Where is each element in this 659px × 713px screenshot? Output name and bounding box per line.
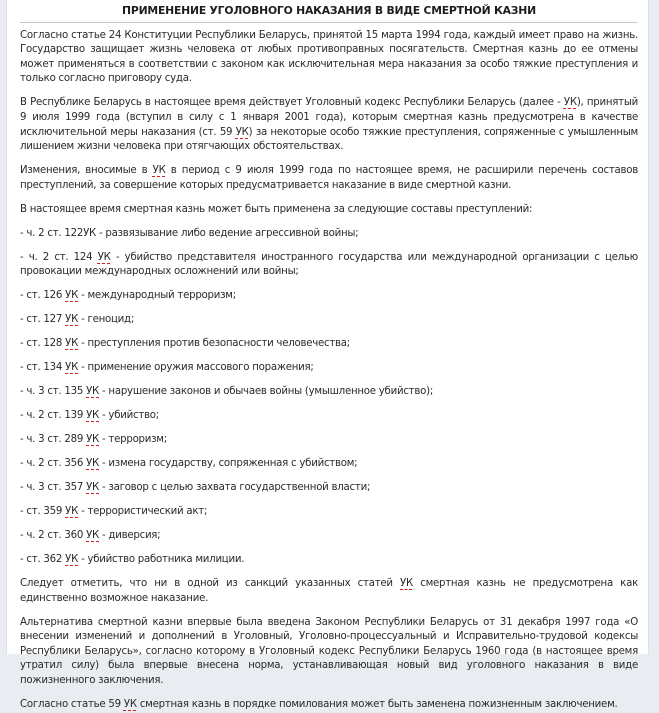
crime-description: - измена государству, сопряженная с убийством; — [99, 458, 358, 470]
abbr-uk: УК — [235, 126, 249, 138]
crime-description: - убийство; — [99, 410, 159, 422]
crime-article-ref: - ст. 134 — [20, 362, 66, 374]
crime-article-ref: - ч. 3 ст. 135 — [20, 386, 87, 398]
abbr-uk: УК — [65, 314, 79, 326]
crime-article-ref: - ч. 3 ст. 357 — [20, 482, 87, 494]
paragraph-changes — [20, 164, 638, 193]
paragraph-text: В настоящее время смертная казнь может быть применена за следующие составы преступлений: — [20, 203, 533, 215]
abbr-uk: УК — [65, 554, 79, 566]
document-page — [6, 0, 649, 710]
crime-description: - заговор с целью захвата государственной власти; — [99, 482, 371, 494]
crime-description: - диверсия; — [99, 530, 161, 542]
crime-description: - нарушение законов и обычаев войны (умышленное убийство); — [99, 386, 434, 398]
paragraph-text: ) за некоторые особо тяжкие преступления, сопряженные с умышленным лишением жизни человека при отягчающих обстоятельствах. — [20, 126, 638, 153]
crime-article-ref: - ст. 128 — [20, 338, 66, 350]
crime-article-ref: - ч. 2 ст. 139 — [20, 410, 87, 422]
crime-list-item — [20, 313, 638, 328]
crime-article-ref: - ч. 3 ст. 289 — [20, 434, 87, 446]
paragraph-text: Следует отметить, что ни в одной из санкций указанных статей — [20, 578, 401, 590]
abbr-uk: УК — [65, 506, 79, 518]
crime-description: - международный терроризм; — [78, 290, 236, 302]
paragraph-criminal-code — [20, 96, 638, 154]
crime-list-item — [20, 433, 638, 448]
crime-description: - геноцид; — [78, 314, 135, 326]
crime-description: - терроризм; — [99, 434, 167, 446]
crime-article-ref: - ч. 2 ст. 124 — [20, 251, 98, 263]
abbr-uk: УК — [400, 578, 413, 590]
abbr-uk: УК — [86, 530, 100, 542]
crime-article-ref: - ст. 362 — [20, 554, 66, 566]
paragraph-text: смертная казнь не предусмотрена как единственно возможное наказание. — [20, 578, 638, 604]
crime-description: - применение оружия массового поражения; — [78, 362, 314, 374]
paragraph-pardon — [20, 698, 638, 713]
abbr-uk: УК — [563, 97, 577, 109]
paragraph-text: В Республике Беларусь в настоящее время действует Уголовный кодекс Республики Беларусь (далее - — [20, 97, 564, 109]
paragraph-text: Согласно статье 24 Конституции Республики Беларусь, принятой 15 марта 1994 года, каждый имеет право на жизнь. Государство защищает жизнь человека от любых противоправных посягательств. Смертная казнь до ее отмены может применяться в соответствии с законом как исключительная мера наказания за особо тяжкие преступления и только согласно приговору суда. — [20, 29, 638, 85]
crime-list-item — [20, 457, 638, 472]
crime-list-item — [20, 337, 638, 352]
page-title: ПРИМЕНЕНИЕ УГОЛОВНОГО НАКАЗАНИЯ В ВИДЕ СМЕРТНОЙ КАЗНИ — [20, 4, 638, 23]
abbr-uk: УК — [65, 290, 79, 302]
paragraph-constitution — [20, 29, 638, 87]
abbr-uk: УК — [123, 699, 137, 710]
crime-list-item — [20, 409, 638, 424]
crime-description: - преступления против безопасности человечества; — [78, 338, 350, 350]
crime-list-item — [20, 505, 638, 520]
paragraph-text: Изменения, вносимые в — [20, 165, 153, 177]
abbr-uk: УК — [86, 410, 100, 422]
crime-list-item — [20, 227, 638, 242]
crimes-list — [20, 227, 638, 568]
abbr-uk: УК — [86, 386, 100, 398]
paragraph-list-intro — [20, 203, 638, 218]
paragraph-text: Альтернатива смертной казни впервые была введена Законом Республики Беларусь от 31 декабря 1997 года «О внесении изменений и дополнений в Уголовный, Уголовно-процессуальный и Исправительно-трудовой кодексы Республики Беларусь», согласно которому в Уголовный кодекс Республики Беларусь 1960 года (в настоящее время утратил силу) была впервые внесена норма, устанавливающая новый вид уголовного наказания в виде пожизненного заключения. — [20, 616, 638, 687]
crime-list-item — [20, 361, 638, 376]
crime-list-item — [20, 553, 638, 568]
crime-list-item — [20, 481, 638, 496]
crime-article-ref: - ч. 2 ст. 360 — [20, 530, 87, 542]
document-content — [7, 0, 648, 713]
paragraph-text: в период с 9 июля 1999 года по настоящее время, не расширили перечень составов преступлений, за совершение которых предусматривается наказание в виде смертной казни. — [20, 165, 638, 191]
paragraph-text: смертная казнь в порядке помилования может быть заменена пожизненным заключением. — [136, 699, 618, 710]
crime-list-item — [20, 289, 638, 304]
crime-description: - убийство работника милиции. — [78, 554, 245, 566]
crime-list-item — [20, 529, 638, 544]
crime-list-item — [20, 251, 638, 280]
abbr-uk: УК — [97, 251, 111, 263]
abbr-uk: УК — [86, 434, 100, 446]
crime-article-ref: - ч. 2 ст. 122УК — [20, 227, 97, 239]
crime-article-ref: - ст. 359 — [20, 506, 66, 518]
crime-description: - развязывание либо ведение агрессивной войны; — [96, 227, 359, 239]
abbr-uk: УК — [65, 362, 79, 374]
crime-list-item — [20, 385, 638, 400]
crime-description: - террористический акт; — [78, 506, 208, 518]
paragraph-text: Согласно статье 59 — [20, 699, 124, 710]
crime-description: - убийство представителя иностранного государства или международной организации с целью провокации международных осложнений или войны; — [20, 251, 638, 278]
crime-article-ref: - ст. 126 — [20, 290, 66, 302]
abbr-uk: УК — [65, 338, 79, 350]
abbr-uk: УК — [86, 482, 100, 494]
abbr-uk: УК — [152, 165, 166, 177]
abbr-uk: УК — [86, 458, 100, 470]
paragraph-text: ), принятый 9 июля 1999 года (вступил в силу с 1 января 2001 года), которым смертная казнь предусмотрена в качестве исключительной меры наказания (ст. 59 — [20, 97, 639, 138]
paragraph-note — [20, 577, 638, 606]
paragraph-alternative — [20, 616, 638, 689]
crime-article-ref: - ч. 2 ст. 356 — [20, 458, 87, 470]
crime-article-ref: - ст. 127 — [20, 314, 66, 326]
